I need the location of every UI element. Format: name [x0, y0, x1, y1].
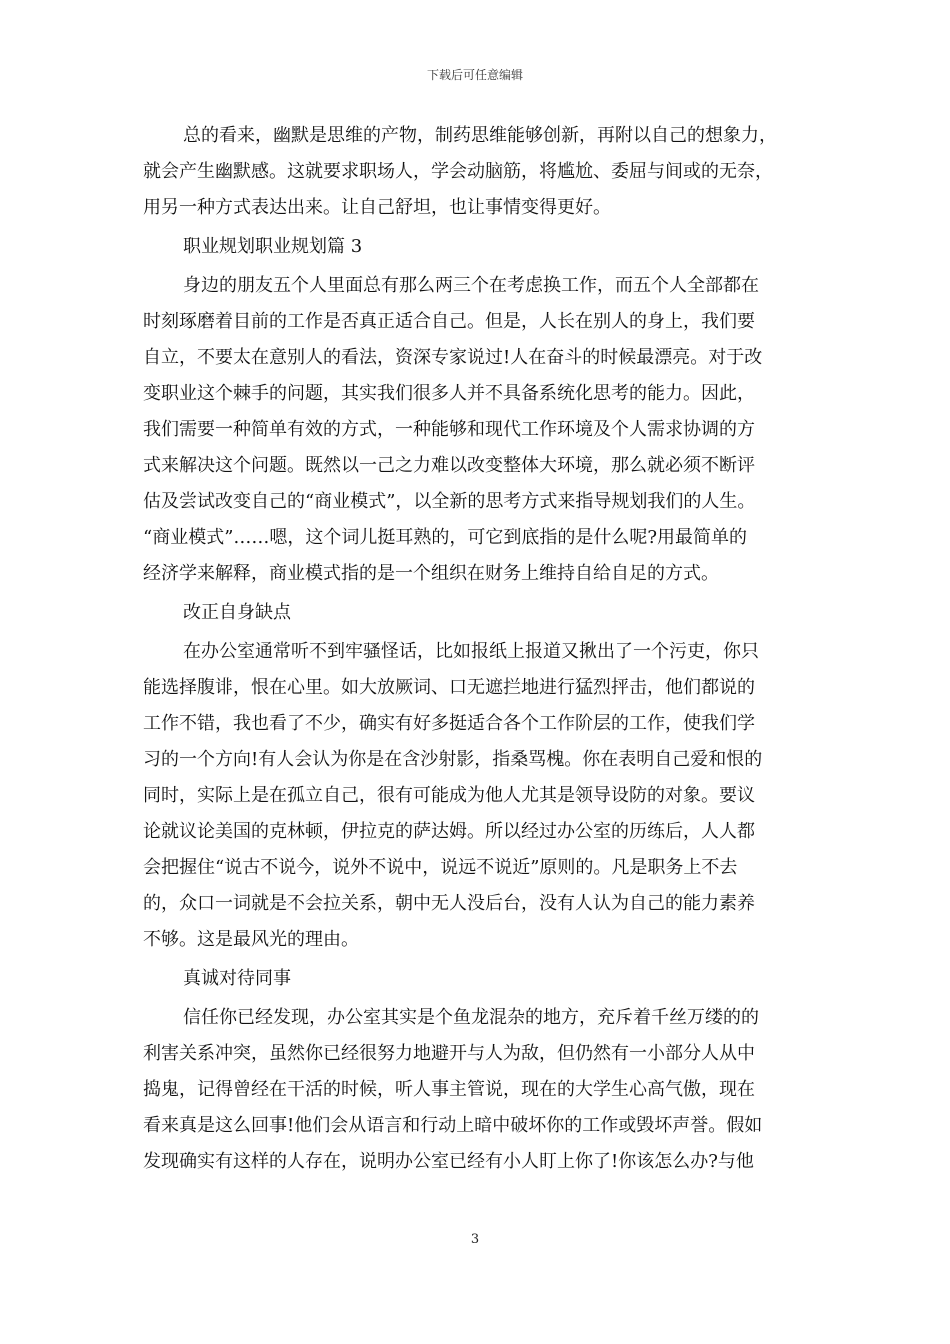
paragraph-humor-summary — [143, 118, 813, 226]
paragraph-office-complaints — [143, 634, 813, 958]
section-heading-career-3 — [143, 229, 813, 265]
document-body — [143, 118, 813, 1183]
text-line: 在办公室通常听不到牢骚怪话，比如报纸上报道又揪出了一个污吏，你只 — [183, 641, 759, 662]
text-line: 利害关系冲突，虽然你已经很努力地避开与人为敌，但仍然有一小部分人从中 — [143, 1043, 755, 1064]
text-line: 捣鬼，记得曾经在干活的时候，听人事主管说，现在的大学生心高气傲，现在 — [143, 1079, 755, 1100]
paragraph-business-model — [143, 268, 813, 592]
text-line: 自立，不要太在意别人的看法，资深专家说过!人在奋斗的时候最漂亮。对于改 — [143, 347, 763, 368]
text-line: 同时，实际上是在孤立自己，很有可能成为他人尤其是领导设防的对象。要议 — [143, 785, 755, 806]
text-line: 总的看来，幽默是思维的产物，制药思维能够创新，再附以自己的想象力， — [183, 125, 777, 146]
text-line: 会把握住“说古不说今，说外不说中，说远不说近”原则的。凡是职务上不去 — [143, 857, 738, 878]
section-heading-correct-flaws — [143, 595, 813, 631]
text-line: 经济学来解释，商业模式指的是一个组织在财务上维持自给自足的方式。 — [143, 563, 719, 584]
paragraph-office-trust — [143, 1000, 813, 1180]
text-line: 论就议论美国的克林顿，伊拉克的萨达姆。所以经过办公室的历练后，人人都 — [143, 821, 755, 842]
section-heading-sincere-colleagues — [143, 961, 813, 997]
text-line: 能选择腹诽，恨在心里。如大放厥词、口无遮拦地进行猛烈抨击，他们都说的 — [143, 677, 755, 698]
text-line: 就会产生幽默感。这就要求职场人，学会动脑筋，将尴尬、委屈与间或的无奈， — [143, 161, 773, 182]
heading-line: 职业规划职业规划篇 3 — [183, 236, 363, 257]
text-line: 时刻琢磨着目前的工作是否真正适合自己。但是，人长在别人的身上，我们要 — [143, 311, 755, 332]
text-line: 用另一种方式表达出来。让自己舒坦，也让事情变得更好。 — [143, 197, 611, 218]
text-line: 我们需要一种简单有效的方式，一种能够和现代工作环境及个人需求协调的方 — [143, 419, 755, 440]
text-line: 习的一个方向!有人会认为你是在含沙射影，指桑骂槐。你在表明自己爱和恨的 — [143, 749, 763, 770]
heading-line: 改正自身缺点 — [183, 602, 291, 623]
text-line: 估及尝试改变自己的“商业模式”，以全新的思考方式来指导规划我们的人生。 — [143, 491, 756, 512]
text-line: 的，众口一词就是不会拉关系，朝中无人没后台，没有人认为自己的能力素养 — [143, 893, 755, 914]
text-line: 式来解决这个问题。既然以一己之力难以改变整体大环境，那么就必须不断评 — [143, 455, 755, 476]
text-line: 工作不错，我也看了不少，确实有好多挺适合各个工作阶层的工作，使我们学 — [143, 713, 755, 734]
text-line: 看来真是这么回事!他们会从语言和行动上暗中破坏你的工作或毁坏声誉。假如 — [143, 1115, 763, 1136]
page-header: 下载后可任意编辑 — [426, 68, 523, 82]
text-line: “商业模式”……嗯，这个词儿挺耳熟的，可它到底指的是什么呢?用最简单的 — [143, 527, 748, 548]
text-line: 不够。这是最风光的理由。 — [143, 929, 359, 950]
text-line: 变职业这个棘手的问题，其实我们很多人并不具备系统化思考的能力。因此， — [143, 383, 755, 404]
text-line: 发现确实有这样的人存在，说明办公室已经有小人盯上你了!你该怎么办?与他 — [143, 1151, 754, 1172]
page-number: 3 — [470, 1232, 480, 1247]
heading-line: 真诚对待同事 — [183, 968, 291, 989]
text-line: 身边的朋友五个人里面总有那么两三个在考虑换工作，而五个人全部都在 — [183, 275, 759, 296]
text-line: 信任你已经发现，办公室其实是个鱼龙混杂的地方，充斥着千丝万缕的的 — [183, 1007, 759, 1028]
